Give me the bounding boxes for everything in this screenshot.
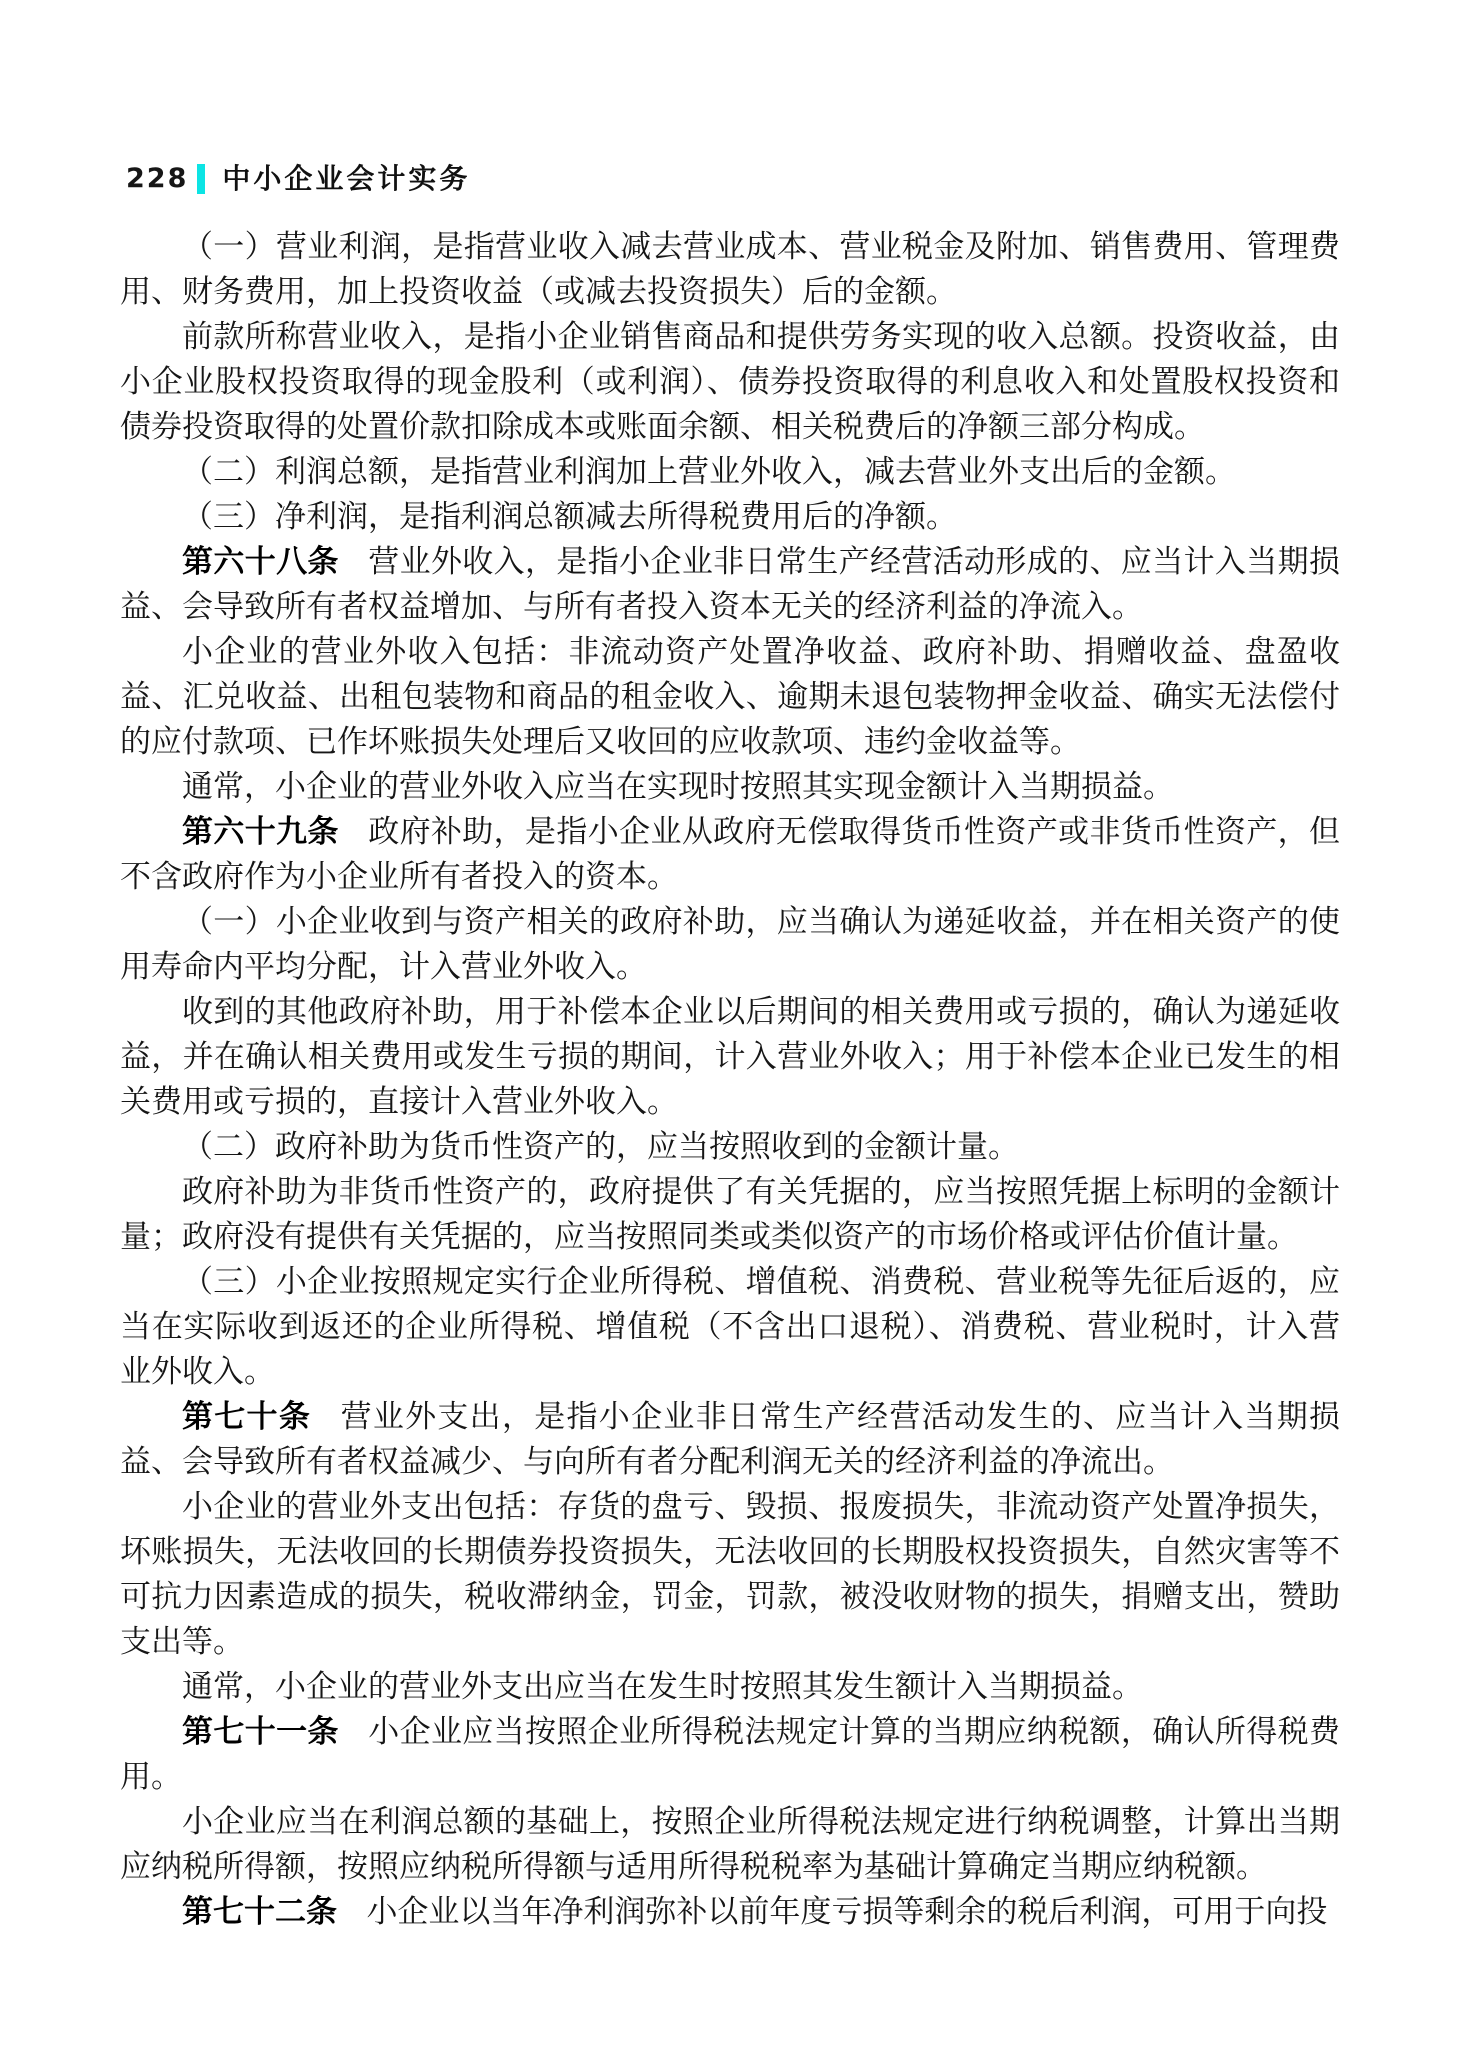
paragraph — [120, 494, 1340, 539]
paragraph-text: 政府补助，是指小企业从政府无偿取得货币性资产或非货币性资产，但不含政府作为小企业所有者投入的资本。 — [120, 814, 1340, 894]
paragraph-text: 小企业的营业外支出包括：存货的盘亏、毁损、报废损失，非流动资产处置净损失，坏账损失，无法收回的长期债券投资损失，无法收回的长期股权投资损失，自然灾害等不可抗力因素造成的损失，税收滞纳金，罚金，罚款，被没收财物的损失，捐赠支出，赞助支出等。 — [120, 1489, 1340, 1659]
book-title: 中小企业会计实务 — [222, 163, 471, 194]
article-number: 第七十一条 — [182, 1714, 339, 1749]
paragraph-text: 营业外支出，是指小企业非日常生产经营活动发生的、应当计入当期损益、会导致所有者权益减少、与向所有者分配利润无关的经济利益的净流出。 — [120, 1399, 1340, 1479]
paragraph-text: 收到的其他政府补助，用于补偿本企业以后期间的相关费用或亏损的，确认为递延收益，并在确认相关费用或发生亏损的期间，计入营业外收入；用于补偿本企业已发生的相关费用或亏损的，直接计入营业外收入。 — [120, 994, 1340, 1119]
paragraph-text: 小企业以当年净利润弥补以前年度亏损等剩余的税后利润，可用于向投 — [366, 1894, 1328, 1929]
paragraph-text: 小企业的营业外收入包括：非流动资产处置净收益、政府补助、捐赠收益、盘盈收益、汇兑收益、出租包装物和商品的租金收入、逾期未退包装物押金收益、确实无法偿付的应付款项、已作坏账损失处理后又收回的应收款项、违约金收益等。 — [120, 634, 1340, 759]
paragraph-text: 前款所称营业收入，是指小企业销售商品和提供劳务实现的收入总额。投资收益，由小企业股权投资取得的现金股利（或利润）、债券投资取得的利息收入和处置股权投资和债券投资取得的处置价款扣除成本或账面余额、相关税费后的净额三部分构成。 — [120, 319, 1340, 444]
paragraph-text: （三）小企业按照规定实行企业所得税、增值税、消费税、营业税等先征后返的，应当在实际收到返还的企业所得税、增值税（不含出口退税）、消费税、营业税时，计入营业外收入。 — [120, 1264, 1340, 1389]
paragraph — [120, 899, 1340, 989]
page-number: 228 — [126, 163, 189, 194]
page-header — [126, 163, 470, 195]
paragraph — [120, 629, 1340, 764]
paragraph-text: 通常，小企业的营业外收入应当在实现时按照其实现金额计入当期损益。 — [182, 769, 1174, 804]
paragraph — [120, 989, 1340, 1124]
paragraph — [120, 1259, 1340, 1394]
paragraph — [120, 1799, 1340, 1889]
paragraph — [120, 224, 1340, 314]
article-number: 第六十八条 — [182, 544, 339, 579]
paragraph — [120, 1394, 1340, 1484]
paragraph-text: 通常，小企业的营业外支出应当在发生时按照其发生额计入当期损益。 — [182, 1669, 1143, 1704]
paragraph — [120, 314, 1340, 449]
article-number: 第七十二条 — [182, 1894, 337, 1929]
paragraph-text: （一）小企业收到与资产相关的政府补助，应当确认为递延收益，并在相关资产的使用寿命内平均分配，计入营业外收入。 — [120, 904, 1340, 984]
page-body — [120, 224, 1340, 1934]
paragraph-text: 小企业应当按照企业所得税法规定计算的当期应纳税额，确认所得税费用。 — [120, 1714, 1340, 1794]
paragraph — [120, 449, 1340, 494]
paragraph — [120, 539, 1340, 629]
paragraph-text: （二）政府补助为货币性资产的，应当按照收到的金额计量。 — [182, 1129, 1019, 1164]
paragraph — [120, 1169, 1340, 1259]
article-number: 第七十条 — [182, 1399, 312, 1434]
paragraph-text: 营业外收入，是指小企业非日常生产经营活动形成的、应当计入当期损益、会导致所有者权益增加、与所有者投入资本无关的经济利益的净流入。 — [120, 544, 1340, 624]
paragraph — [120, 1124, 1340, 1169]
paragraph-text: （二）利润总额，是指营业利润加上营业外收入，减去营业外支出后的金额。 — [182, 454, 1236, 489]
paragraph — [120, 1484, 1340, 1664]
header-accent-bar — [197, 164, 205, 194]
paragraph — [120, 1889, 1340, 1934]
paragraph — [120, 764, 1340, 809]
paragraph — [120, 1664, 1340, 1709]
paragraph — [120, 809, 1340, 899]
paragraph-text: 小企业应当在利润总额的基础上，按照企业所得税法规定进行纳税调整，计算出当期应纳税所得额，按照应纳税所得额与适用所得税税率为基础计算确定当期应纳税额。 — [120, 1804, 1340, 1884]
article-number: 第六十九条 — [182, 814, 339, 849]
paragraph-text: 政府补助为非货币性资产的，政府提供了有关凭据的，应当按照凭据上标明的金额计量；政府没有提供有关凭据的，应当按照同类或类似资产的市场价格或评估价值计量。 — [120, 1174, 1340, 1254]
paragraph — [120, 1709, 1340, 1799]
paragraph-text: （三）净利润，是指利润总额减去所得税费用后的净额。 — [182, 499, 957, 534]
paragraph-text: （一）营业利润，是指营业收入减去营业成本、营业税金及附加、销售费用、管理费用、财务费用，加上投资收益（或减去投资损失）后的金额。 — [120, 229, 1340, 309]
